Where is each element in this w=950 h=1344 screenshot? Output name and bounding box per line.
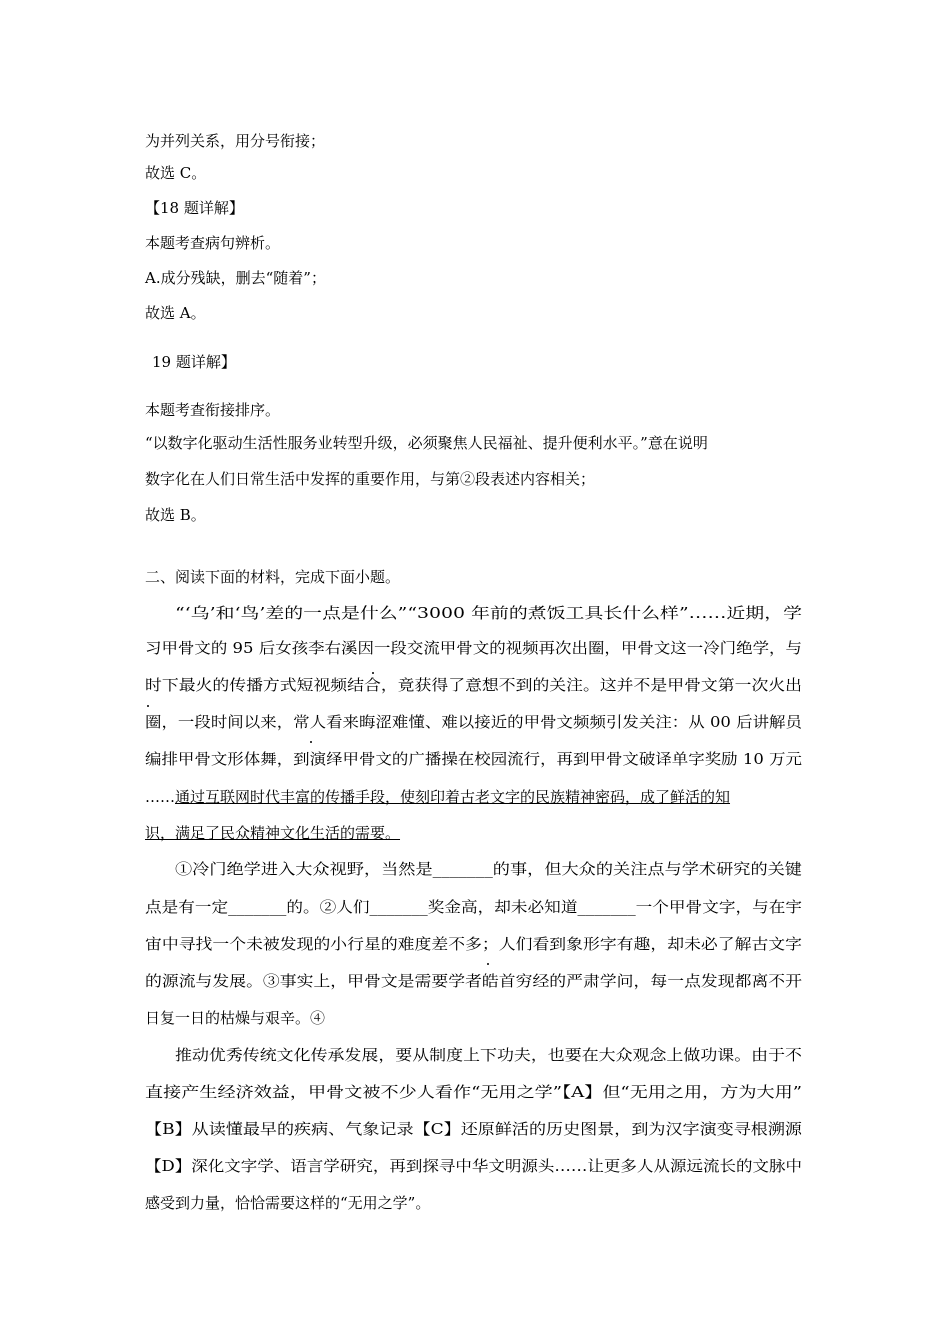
para2-line: 点是有一定_______的。②人们_______奖金高，却未必知道_______一个甲骨文字，与在宇 <box>145 898 802 916</box>
para2-line: 的源流与发展。③事实上，甲骨文是需要学者皓首穷经的严肃学问，每一点发现都离不开 <box>145 972 802 990</box>
para3-line: 直接产生经济效益，甲骨文被不少人看作“无用之学”【A】但“无用之用，方为大用” <box>145 1083 802 1101</box>
section2-heading: 二、阅读下面的材料，完成下面小题。 <box>145 568 401 586</box>
q19-choice: 故选 B。 <box>145 506 206 524</box>
para2-line: 日复一日的枯燥与艰辛。④ <box>145 1009 326 1027</box>
para3-line: 【D】深化文字学、语言学研究，再到探寻中华文明源头……让更多人从源远流长的文脉中 <box>145 1157 802 1175</box>
emphasis-dot <box>487 963 489 965</box>
para1-line-underlined-start <box>145 787 730 807</box>
emphasis-dot <box>147 705 149 707</box>
answer-line-parallel: 为并列关系，用分号衔接； <box>145 132 326 150</box>
q18-choice: 故选 A。 <box>145 304 206 322</box>
para1-line: “‘乌’和‘鸟’差的一点是什么”“3000 年前的煮饭工具长什么样”……近期，学 <box>175 604 802 622</box>
para2-line: ①冷门绝学进入大众视野，当然是_______的事，但大众的关注点与学术研究的关键 <box>175 860 802 878</box>
underlined-sentence-part1: 通过互联网时代丰富的传播手段，使刻印着古老文字的民族精神密码，成了鲜活的知 <box>175 788 731 806</box>
para2-line: 宙中寻找一个未被发现的小行星的难度差不多；人们看到象形字有趣，却未必了解古文字 <box>145 935 802 953</box>
q19-intro: 本题考查衔接排序。 <box>145 401 281 419</box>
ellipsis-prefix: …… <box>145 788 175 806</box>
answer-choice-c: 故选 C。 <box>145 164 207 182</box>
para1-line: 编排甲骨文形体舞，到演绎甲骨文的广播操在校园流行，再到甲骨文破译单字奖励 10 万元 <box>145 750 802 768</box>
q18-option-a: A.成分残缺，删去“随着”； <box>145 269 326 287</box>
q18-intro: 本题考查病句辨析。 <box>145 234 281 252</box>
para1-line: 习甲骨文的 95 后女孩李右溪因一段交流甲骨文的视频再次出圈，甲骨文这一冷门绝学，与 <box>145 639 802 657</box>
emphasis-dot <box>310 741 312 743</box>
q19-heading: 19 题详解】 <box>152 353 236 371</box>
para3-line: 推动优秀传统文化传承发展，要从制度上下功夫，也要在大众观念上做功课。由于不 <box>175 1046 802 1064</box>
q19-explanation-line2: 数字化在人们日常生活中发挥的重要作用，与第②段表述内容相关； <box>145 470 596 488</box>
emphasis-dot <box>372 672 374 674</box>
para3-line: 【B】从读懂最早的疾病、气象记录【C】还原鲜活的历史图景，到为汉字演变寻根溯源 <box>145 1120 802 1138</box>
q19-explanation-line1: “以数字化驱动生活性服务业转型升级，必须聚焦人民福祉、提升便利水平。”意在说明 <box>145 434 708 452</box>
para3-line: 感受到力量，恰恰需要这样的“无用之学”。 <box>145 1194 431 1212</box>
q18-heading: 【18 题详解】 <box>145 199 244 217</box>
para1-line: 圈，一段时间以来，常人看来晦涩难懂、难以接近的甲骨文频频引发关注：从 00 后讲解员 <box>145 713 802 731</box>
underlined-sentence-part2: 识，满足了民众精神文化生活的需要。 <box>145 824 401 842</box>
para1-line: 时下最火的传播方式短视频结合，竟获得了意想不到的关注。这并不是甲骨文第一次火出 <box>145 676 802 694</box>
